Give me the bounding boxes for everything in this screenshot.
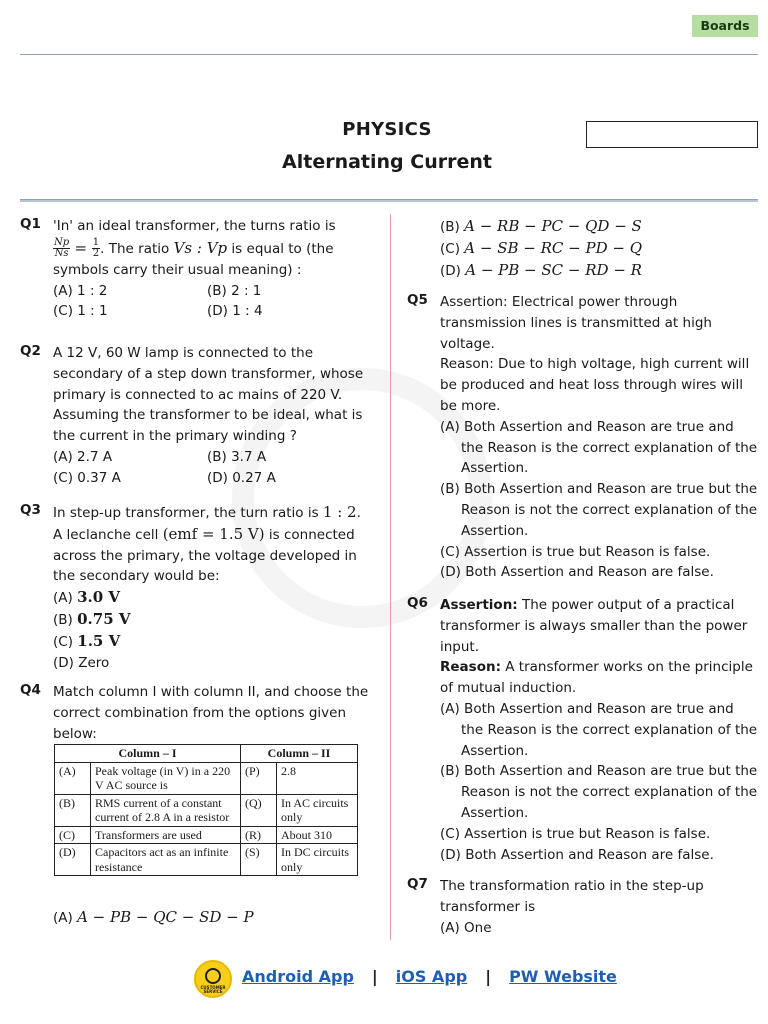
question-text: symbols carry their usual meaning) :	[53, 261, 302, 278]
option-b[interactable]: (B) Both Assertion and Reason are true but the Reason is not the correct explanation of the Assertion.	[440, 481, 758, 539]
boards-badge: Boards	[692, 15, 758, 37]
option-d[interactable]: (D) 1 : 4	[207, 303, 263, 320]
option-a[interactable]: (A) 2.7 A	[53, 448, 113, 465]
question-5	[440, 292, 758, 583]
column-2-header: Column – II	[241, 745, 358, 763]
question-text: the current in the primary winding ?	[53, 428, 297, 445]
option-a[interactable]: (A) One	[440, 919, 492, 936]
header-rule	[20, 54, 758, 55]
ios-app-link[interactable]: iOS App	[395, 967, 468, 986]
question-text: transmission lines is transmitted at high	[440, 314, 712, 331]
option-d[interactable]: (D) Both Assertion and Reason are false.	[440, 564, 714, 581]
question-4-continued	[440, 216, 760, 281]
question-text: A 12 V, 60 W lamp is connected to the	[53, 345, 314, 361]
option-d[interactable]: (D) A − PB − SC − RD − R	[440, 260, 642, 279]
question-text: secondary of a step down transformer, whose	[53, 365, 364, 382]
question-text: Assuming the transformer to be ideal, what is	[53, 407, 363, 424]
question-text: be produced and heat loss through wires will	[440, 377, 744, 394]
question-number: Q4	[20, 682, 41, 698]
option-b[interactable]: (B) Both Assertion and Reason are true but the Reason is not the correct explanation of the Assertion.	[440, 763, 758, 821]
option-b[interactable]: (B) 0.75 V	[53, 609, 131, 628]
option-c[interactable]: (C) A − SB − RC − PD − Q	[440, 238, 643, 257]
question-4	[53, 682, 373, 744]
option-b[interactable]: (B) 2 : 1	[207, 282, 262, 299]
question-text: be more.	[440, 397, 501, 414]
reason-text: Reason: A transformer works on the principle of mutual induction.	[440, 659, 753, 697]
question-text: below:	[53, 725, 97, 742]
option-c[interactable]: (C) 1.5 V	[53, 631, 121, 650]
customer-service-logo[interactable]	[194, 960, 232, 998]
pw-website-link[interactable]: PW Website	[509, 967, 617, 986]
subject-title: PHYSICS	[342, 119, 432, 140]
option-a[interactable]: (A) 3.0 V	[53, 588, 121, 607]
question-text: the secondary would be:	[53, 568, 220, 585]
logo-text: CUSTOMER SERVICE	[200, 985, 226, 994]
footer-links	[242, 967, 617, 986]
option-c[interactable]: (C) Assertion is true but Reason is false.	[440, 543, 711, 560]
name-box	[586, 121, 758, 148]
question-number: Q7	[407, 876, 428, 892]
option-a[interactable]: (A) Both Assertion and Reason are true and the Reason is the correct explanation of the Assertion.	[440, 418, 758, 477]
assertion-text: Assertion: The power output of a practical transformer is always smaller than the power input.	[440, 597, 748, 655]
option-b[interactable]: (B) 3.7 A	[207, 448, 267, 465]
question-number: Q6	[407, 595, 428, 611]
option-a[interactable]: (A) 1 : 2	[53, 282, 108, 299]
question-number: Q2	[20, 343, 41, 359]
question-2	[53, 343, 373, 489]
question-text: The transformation ratio in the step-up	[440, 878, 704, 894]
option-a[interactable]: (A) A − PB − QC − SD − P	[53, 908, 254, 926]
option-d[interactable]: (D) 0.27 A	[207, 469, 276, 486]
separator: |	[371, 967, 378, 986]
question-number: Q1	[20, 216, 41, 232]
table-row: (D) Capacitors act as an infinite resistance (S) In DC circuits only	[55, 844, 358, 876]
question-7	[440, 876, 758, 938]
question-3	[53, 502, 373, 673]
column-1-header: Column – I	[55, 745, 241, 763]
match-table	[54, 744, 358, 876]
option-a[interactable]: (A) Both Assertion and Reason are true and the Reason is the correct explanation of the Assertion.	[440, 700, 758, 759]
option-b[interactable]: (B) A − RB − PC − QD − S	[440, 217, 642, 235]
option-c[interactable]: (C) 1 : 1	[53, 303, 108, 320]
question-number: Q5	[407, 292, 428, 308]
separator: |	[485, 967, 492, 986]
turns-fraction: $\frac{Np}{Ns}$	[54, 237, 70, 260]
question-text: transformer is	[440, 898, 536, 915]
table-row: (C) Transformers are used (R) About 310	[55, 826, 358, 844]
question-text: across the primary, the voltage developed in	[53, 547, 357, 564]
column-divider	[390, 214, 391, 940]
question-6	[440, 595, 758, 865]
question-text: voltage.	[440, 335, 495, 352]
title-rule	[20, 199, 758, 202]
question-text: primary is connected to ac mains of 220 V.	[53, 386, 343, 403]
question-text: In step-up transformer, the turn ratio is 1 : 2.	[53, 503, 361, 521]
question-text: correct combination from the options given	[53, 704, 347, 721]
headset-icon	[205, 968, 221, 984]
table-row: (B) RMS current of a constant current of 2.8 A in a resistor (Q) In AC circuits only	[55, 794, 358, 826]
option-d[interactable]: (D) Both Assertion and Reason are false.	[440, 846, 714, 863]
option-c[interactable]: (C) 0.37 A	[53, 469, 121, 486]
option-c[interactable]: (C) Assertion is true but Reason is false.	[440, 825, 711, 842]
android-app-link[interactable]: Android App	[242, 967, 354, 986]
question-number: Q3	[20, 502, 41, 518]
question-text: Match column I with column II, and choose the	[53, 684, 369, 700]
option-d[interactable]: (D) Zero	[53, 654, 110, 671]
question-text: Reason: Due to high voltage, high current will	[440, 356, 750, 373]
half-fraction: $\frac{1}{2}$	[92, 237, 100, 260]
question-text: $\frac{Np}{Ns}$ = $\frac{1}{2}$ . The ratio Vs : Vp is equal to (the	[54, 237, 334, 260]
table-row: (A) Peak voltage (in V) in a 220 V AC source is (P) 2.8	[55, 762, 358, 794]
question-text: Assertion: Electrical power through	[440, 294, 678, 310]
question-text: A leclanche cell (emf = 1.5 V) is connected	[53, 524, 355, 543]
chapter-title: Alternating Current	[282, 151, 492, 173]
question-1	[53, 216, 373, 322]
question-text: 'In' an ideal transformer, the turns ratio is	[53, 218, 336, 234]
